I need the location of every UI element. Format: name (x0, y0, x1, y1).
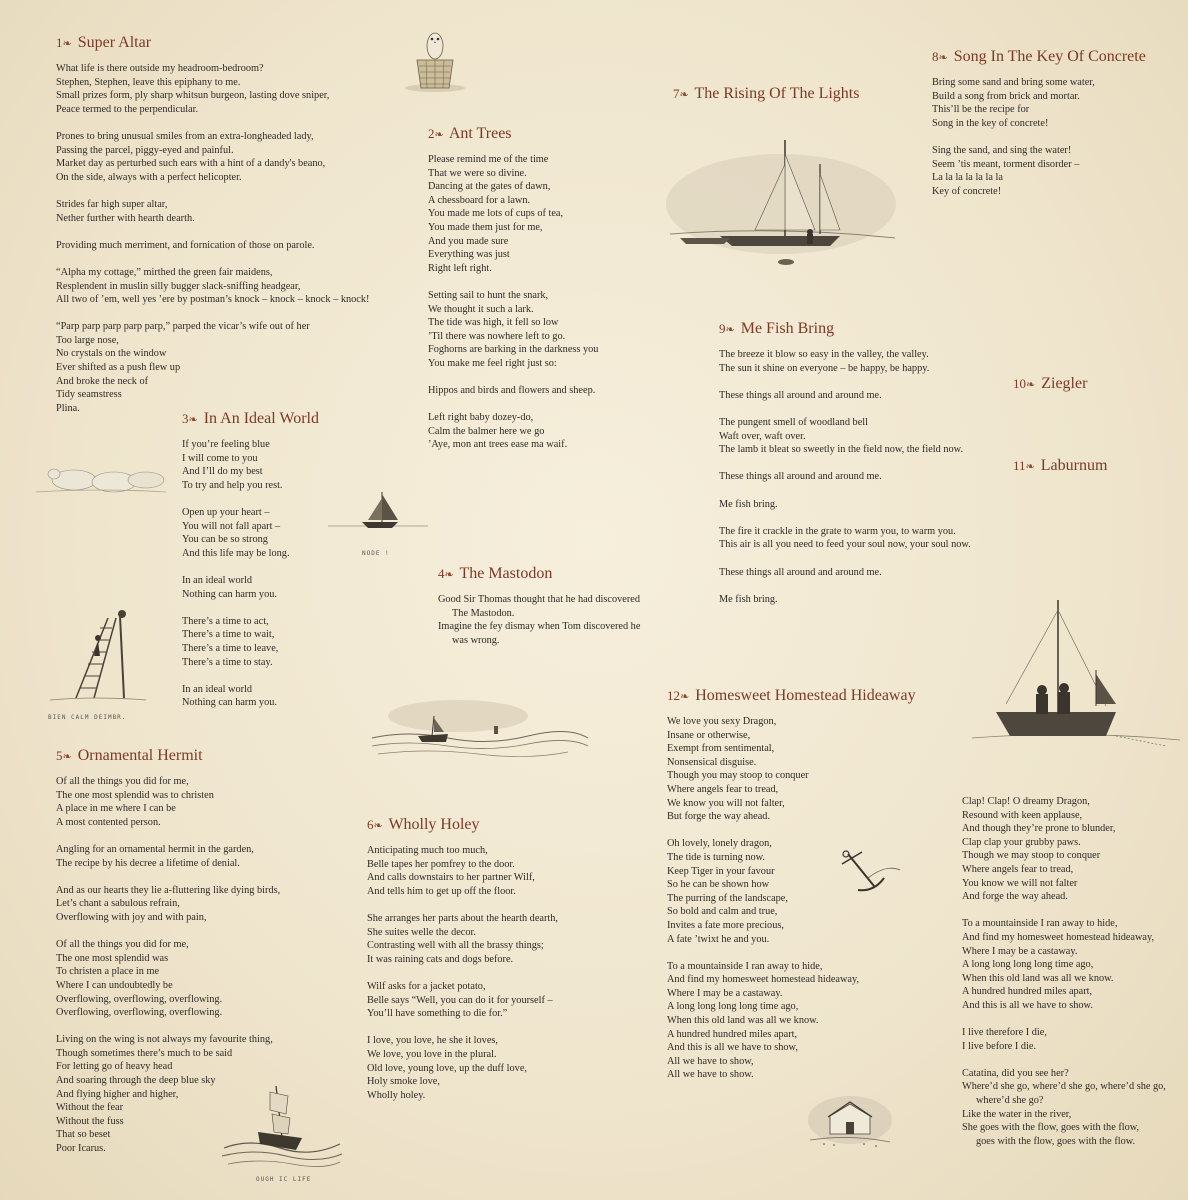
lyric-line: Seem ’tis meant, torment disorder – (932, 158, 1080, 170)
barn-in-snow-illustration (804, 1090, 896, 1150)
lyric-line: Right left right. (428, 262, 492, 274)
lyric-line: The one most splendid was (56, 952, 169, 964)
lyric-line: The pungent smell of woodland bell (719, 416, 868, 428)
lyric-line: If you’re feeling blue (182, 439, 270, 450)
lyric-line: goes with the flow, goes with the flow. (976, 1135, 1136, 1147)
lyric-line: Overflowing, overflowing, overflowing. (56, 1007, 223, 1019)
lyric-line: Left right baby dozey-do, (428, 412, 534, 424)
lyric-line: I live before I die. (962, 1040, 1037, 1052)
lyric-line: Song in the key of concrete! (932, 117, 1049, 129)
lyric-line: I live therefore I die, (962, 1027, 1047, 1039)
stanza (428, 384, 598, 398)
song-title: 11❧ Laburnum (1013, 457, 1108, 474)
lyric-line: To christen a place in me (56, 966, 160, 978)
lyric-line: A long long long long time ago, (667, 1001, 799, 1013)
lyric-line: Though we may stoop to conquer (962, 850, 1101, 862)
lyric-line: Oh lovely, lonely dragon, (667, 838, 772, 850)
lyric-line: The one most splendid was to christen (56, 789, 214, 801)
lyric-line: On the side, always with a perfect helicopter. (56, 171, 242, 183)
lyric-line: We thought it such a lark. (428, 303, 534, 315)
stanza (719, 498, 971, 512)
lyric-line: All we have to show, (667, 1055, 754, 1067)
song-1 (56, 33, 369, 429)
stanza (182, 683, 319, 710)
lyric-line: Me fish bring. (719, 593, 778, 605)
lyric-line: Open up your heart – (182, 506, 270, 518)
lyric-line: Strides far high super altar, (56, 198, 168, 210)
lyric-line: A fate ’twixt he and you. (667, 933, 770, 945)
stanza (367, 980, 558, 1021)
lyric-line: She suites welle the decor. (367, 926, 476, 938)
lyric-line: Though you may stoop to conquer (667, 770, 809, 782)
lyric-line: Where angels fear to tread, (667, 783, 779, 795)
song-lyrics (438, 593, 640, 647)
song-lyrics (182, 438, 319, 710)
lyric-line: Of all the things you did for me, (56, 939, 189, 951)
lyric-line: These things all around and around me. (719, 471, 882, 483)
lyric-line: Hippos and birds and flowers and sheep. (428, 385, 596, 397)
lyric-line: Where’d she go, where’d she go, where’d she go, (962, 1081, 1166, 1093)
owl-on-basket-illustration (402, 26, 468, 94)
lyric-line: Overflowing, overflowing, overflowing. (56, 993, 223, 1005)
lyric-line: Where I may be a castaway. (962, 945, 1078, 957)
stanza (56, 938, 280, 1020)
lyric-line: Peace termed to the perpendicular. (56, 103, 199, 115)
lyric-line: Holy smoke love, (367, 1076, 440, 1088)
lyric-line: That we were so divine. (428, 167, 527, 179)
lyric-line: Plina. (56, 402, 80, 414)
stanza (56, 884, 280, 925)
anchor-illustration (828, 848, 904, 898)
lyric-line: We know you will not falter, (667, 797, 785, 809)
lyric-line: Foghorns are barking in the darkness you (428, 344, 599, 356)
song-lyrics (428, 153, 598, 452)
stanza (56, 775, 280, 829)
lyric-line: was wrong. (452, 634, 500, 646)
lyric-line: Setting sail to hunt the snark, (428, 289, 549, 301)
lyric-line: Build a song from brick and mortar. (932, 90, 1080, 102)
lyric-line: Nothing can harm you. (182, 588, 277, 600)
lyric-line: You make me feel right just so: (428, 357, 557, 369)
lyric-line: Catatina, did you see her? (962, 1067, 1069, 1079)
song-12-continued (962, 795, 1166, 1162)
lyric-line: There’s a time to leave, (182, 642, 279, 654)
lyric-line: Though sometimes there’s much to be said (56, 1047, 233, 1059)
stanza (56, 266, 369, 307)
lyric-line: Passing the parcel, piggy-eyed and painful. (56, 144, 234, 156)
stanza (56, 62, 369, 116)
song-3 (182, 409, 319, 723)
lyric-line: All we have to show. (667, 1069, 754, 1081)
lyric-line: Let’s chant a sabulous refrain, (56, 898, 180, 910)
lyric-line: She arranges her parts about the hearth dearth, (367, 912, 558, 924)
lyric-line: Everything was just (428, 249, 510, 261)
sailing-boats-illustration (660, 134, 902, 274)
lyric-line: And this life may be long. (182, 547, 290, 559)
lyric-line: ’Aye, mon ant trees ease ma waif. (428, 439, 568, 451)
lyric-line: Keep Tiger in your favour (667, 865, 775, 877)
rowboat-at-sea-illustration (368, 690, 590, 770)
stanza (719, 416, 971, 457)
song-title: 6❧ Wholly Holey (367, 816, 480, 833)
stanza (367, 1034, 558, 1102)
lyric-line: Without the fuss (56, 1115, 124, 1127)
song-title: 2❧ Ant Trees (428, 125, 512, 142)
sheep-illustration (34, 456, 168, 498)
lyric-line: Bring some sand and bring some water, (932, 77, 1095, 88)
lyric-line: Resplendent in muslin silly bugger slack-sniffing headgear, (56, 280, 301, 292)
stanza (182, 506, 319, 560)
lyric-line: The breeze it blow so easy in the valley, the valley. (719, 349, 929, 360)
lyric-line: The tide is turning now. (667, 851, 765, 863)
stanza (182, 438, 319, 492)
lyric-line: So he can be shown how (667, 879, 770, 891)
small-sailboat-illustration (322, 488, 434, 534)
lyric-line: I love, you love, he she it loves, (367, 1035, 498, 1047)
lyric-line: Ever shifted as a push flew up (56, 362, 181, 374)
illustration-caption: OUGH IC LIFE (256, 1176, 312, 1183)
lyric-line: And flying higher and higher, (56, 1088, 179, 1100)
stanza (56, 130, 369, 184)
illustration-caption: NODE ! (362, 550, 390, 557)
lyric-line: Stephen, Stephen, leave this epiphany to me. (56, 76, 241, 88)
lyric-line: There’s a time to wait, (182, 629, 275, 641)
stanza (182, 615, 319, 669)
lyric-line: You will not fall apart – (182, 520, 281, 532)
lyric-line: Key of concrete! (932, 185, 1002, 197)
lyric-line: These things all around and around me. (719, 389, 882, 401)
song-4 (438, 564, 640, 661)
lyric-line: And calls downstairs to her partner Wilf, (367, 872, 535, 884)
lyric-line: The sun it shine on everyone – be happy, be happy. (719, 362, 930, 374)
stanza (428, 289, 598, 371)
lyric-line: To try and help you rest. (182, 479, 283, 491)
lyric-line: Exempt from sentimental, (667, 743, 775, 755)
lyric-line: Of all the things you did for me, (56, 776, 189, 787)
lyric-line: The lamb it bleat so sweetly in the field now, the field now. (719, 444, 964, 456)
lyric-line: We love you sexy Dragon, (667, 716, 777, 727)
lyric-line: When this old land was all we know. (962, 972, 1114, 984)
stanza (367, 844, 558, 898)
lyric-line: Clap! Clap! O dreamy Dragon, (962, 796, 1090, 807)
lyric-line: You can be so strong (182, 534, 268, 546)
lyric-line: To a mountainside I ran away to hide, (962, 918, 1118, 930)
lyric-line: What life is there outside my headroom-bedroom? (56, 63, 264, 74)
stanza (719, 389, 971, 403)
lyric-line: where’d she go? (976, 1095, 1044, 1107)
lyric-line: A hundred hundred miles apart, (667, 1028, 798, 1040)
man-on-ladder-illustration (46, 608, 148, 706)
lyric-line: “Parp parp parp parp parp,” parped the vicar’s wife out of her (56, 321, 310, 333)
stanza (719, 566, 971, 580)
stanza (962, 795, 1166, 904)
lyric-line: A most contented person. (56, 816, 161, 828)
lyric-line: All two of ’em, well yes ’ere by postman’s knock – knock – knock – knock! (56, 294, 370, 306)
lyric-line: There’s a time to act, (182, 615, 269, 627)
stanza (962, 1067, 1166, 1149)
lyric-line: Nonsensical disguise. (667, 756, 757, 768)
lyric-line: Dancing at the gates of dawn, (428, 181, 551, 193)
lyric-line: And as our hearts they lie a-fluttering like dying birds, (56, 884, 281, 896)
lyric-line: Providing much merriment, and fornication of those on parole. (56, 239, 315, 251)
lyric-line: And this is all we have to show, (667, 1042, 798, 1054)
lyric-line: To a mountainside I ran away to hide, (667, 960, 823, 972)
lyric-line: Where I can undoubtedly be (56, 979, 173, 991)
song-9 (719, 319, 971, 620)
song-lyrics (962, 795, 1166, 1148)
lyric-line: A hundred hundred miles apart, (962, 986, 1093, 998)
lyric-line: Like the water in the river, (962, 1108, 1072, 1120)
lyric-line: “Alpha my cottage,” mirthed the green fair maidens, (56, 266, 273, 278)
lyric-line: Angling for an ornamental hermit in the garden, (56, 843, 254, 855)
lyric-line: And tells him to get up off the floor. (367, 885, 516, 897)
lyric-line: She goes with the flow, goes with the flow, (962, 1122, 1140, 1134)
stanza (667, 715, 916, 824)
lyric-line: Waft over, waft over. (719, 430, 806, 442)
song-lyrics (367, 844, 558, 1102)
lyric-line: These things all around and around me. (719, 566, 882, 578)
lyric-line: For letting go of heavy head (56, 1061, 173, 1073)
stanza (719, 470, 971, 484)
lyric-line: And find my homesweet homestead hideaway, (667, 974, 860, 986)
lyric-line: Insane or otherwise, (667, 729, 751, 741)
lyric-line: Small prizes form, ply sharp whitsun burgeon, lasting dove sniper, (56, 90, 330, 102)
stanza (962, 917, 1166, 1012)
lyric-line: Nether further with hearth dearth. (56, 212, 195, 224)
lyric-line: Without the fear (56, 1102, 124, 1114)
lyric-line: Overflowing with joy and with pain, (56, 911, 207, 923)
lyric-line: Wholly holey. (367, 1089, 426, 1101)
lyric-line: You know we will not falter (962, 877, 1078, 889)
song-title: 10❧ Ziegler (1013, 375, 1088, 392)
song-title: 9❧ Me Fish Bring (719, 320, 835, 337)
stanza (56, 320, 369, 415)
lyric-line: Belle says “Well, you can do it for yourself – (367, 994, 553, 1006)
song-lyrics (667, 715, 916, 1082)
song-lyrics (932, 76, 1146, 198)
lyric-line: Invites a fate more precious, (667, 919, 784, 931)
lyric-line: It was raining cats and dogs before. (367, 953, 514, 965)
lyric-line: A place in me where I can be (56, 803, 176, 815)
stanza (428, 153, 598, 275)
lyric-line: Poor Icarus. (56, 1143, 106, 1155)
song-6 (367, 815, 558, 1116)
lyric-line: And find my homesweet homestead hideaway, (962, 931, 1155, 943)
lyric-line: A chessboard for a lawn. (428, 194, 531, 206)
song-title: 8❧ Song In The Key Of Concrete (932, 48, 1146, 65)
lyric-line: That so beset (56, 1129, 111, 1141)
stanza (932, 76, 1146, 130)
lyric-line: But forge the way ahead. (667, 811, 771, 823)
lyric-line: You’ll have something to die for.” (367, 1008, 508, 1020)
song-title: 1❧ Super Altar (56, 34, 152, 51)
lyric-line: And you made sure (428, 235, 509, 247)
stanza (438, 593, 640, 647)
lyric-line: And I’ll do my best (182, 466, 263, 478)
lyric-line: Calm the balmer here we go (428, 425, 545, 437)
lyric-line: And soaring through the deep blue sky (56, 1075, 216, 1087)
lyric-line: ’Til there was nowhere left to go. (428, 330, 566, 342)
lyric-line: Anticipating much too much, (367, 845, 488, 856)
stanza (428, 411, 598, 452)
lyric-line: The recipe by his decree a lifetime of denial. (56, 857, 240, 869)
stanza (719, 593, 971, 607)
lyric-line: This’ll be the recipe for (932, 104, 1030, 116)
stanza (719, 348, 971, 375)
lyric-line: Imagine the fey dismay when Tom discovered he (438, 621, 641, 633)
song-title: 12❧ Homesweet Homestead Hideaway (667, 687, 916, 704)
lyric-line: In an ideal world (182, 574, 253, 586)
song-11 (1013, 456, 1107, 485)
song-title: 3❧ In An Ideal World (182, 410, 319, 427)
song-10 (1013, 374, 1087, 403)
lyric-line: Wilf asks for a jacket potato, (367, 980, 486, 992)
lyric-line: I will come to you (182, 452, 258, 464)
lyric-line: Belle tapes her pomfrey to the door. (367, 858, 515, 870)
stanza (56, 843, 280, 870)
lyric-line: And broke the neck of (56, 375, 149, 387)
lyric-line: No crystals on the window (56, 348, 167, 360)
song-2 (428, 124, 598, 466)
lyric-line: Where I may be a castaway. (667, 987, 783, 999)
song-title: 7❧ The Rising Of The Lights (673, 85, 860, 102)
song-title: 4❧ The Mastodon (438, 565, 553, 582)
song-title: 5❧ Ornamental Hermit (56, 747, 203, 764)
lyric-line: La la la la la la la (932, 172, 1003, 184)
lyric-line: The fire it crackle in the grate to warm you, to warm you. (719, 525, 956, 537)
lyric-line: And this is all we have to show. (962, 999, 1093, 1011)
lyric-line: Nothing can harm you. (182, 697, 277, 709)
lyric-line: Too large nose, (56, 334, 119, 346)
lyric-line: The purring of the landscape, (667, 892, 788, 904)
stanza (719, 525, 971, 552)
fishing-boat-illustration (966, 594, 1186, 758)
lyric-line: The tide was high, it fell so low (428, 317, 559, 329)
lyric-line: We love, you love in the plural. (367, 1048, 497, 1060)
stanza (367, 912, 558, 966)
lyric-line: Contrasting well with all the brassy things; (367, 940, 544, 952)
lyric-line: Prones to bring unusual smiles from an extra-longheaded lady, (56, 130, 314, 142)
illustration-caption: BIEN CALM DEIMBR. (48, 714, 127, 721)
stanza (667, 960, 916, 1082)
lyric-line: Tidy seamstress (56, 389, 122, 401)
song-7 (673, 84, 859, 113)
song-8 (932, 47, 1146, 212)
lyric-line: And though they’re prone to blunder, (962, 823, 1116, 835)
lyric-line: This air is all you need to feed your soul now, your soul now. (719, 539, 971, 551)
lyric-line: There’s a time to stay. (182, 656, 273, 668)
lyric-line: The Mastodon. (452, 607, 515, 619)
lyric-line: Good Sir Thomas thought that he had discovered (438, 594, 640, 605)
lyric-line: A long long long long time ago, (962, 959, 1094, 971)
lyric-line: Me fish bring. (719, 498, 778, 510)
lyric-line: And forge the way ahead. (962, 891, 1068, 903)
lyric-line: Please remind me of the time (428, 154, 549, 165)
lyric-line: In an ideal world (182, 683, 253, 695)
lyric-line: You made them just for me, (428, 221, 543, 233)
lyric-line: Where angels fear to tread, (962, 863, 1074, 875)
lyric-line: Old love, young love, up the duff love, (367, 1062, 527, 1074)
lyric-line: You made me lots of cups of tea, (428, 208, 564, 220)
lyric-line: When this old land was all we know. (667, 1015, 819, 1027)
song-lyrics (719, 348, 971, 606)
lyric-line: Living on the wing is not always my favourite thing, (56, 1034, 273, 1046)
lyric-line: So bold and calm and true, (667, 906, 778, 918)
stanza (932, 144, 1146, 198)
lyric-line: Sing the sand, and sing the water! (932, 144, 1072, 156)
ship-in-storm-illustration (220, 1078, 344, 1172)
stanza (56, 198, 369, 225)
song-lyrics (56, 62, 369, 415)
lyric-line: Resound with keen applause, (962, 809, 1083, 821)
lyric-line: Market day as perturbed such ears with a hint of a dandy's beano, (56, 158, 326, 170)
stanza (56, 239, 369, 253)
stanza (962, 1026, 1166, 1053)
stanza (182, 574, 319, 601)
lyric-line: Clap clap your grubby paws. (962, 836, 1081, 848)
